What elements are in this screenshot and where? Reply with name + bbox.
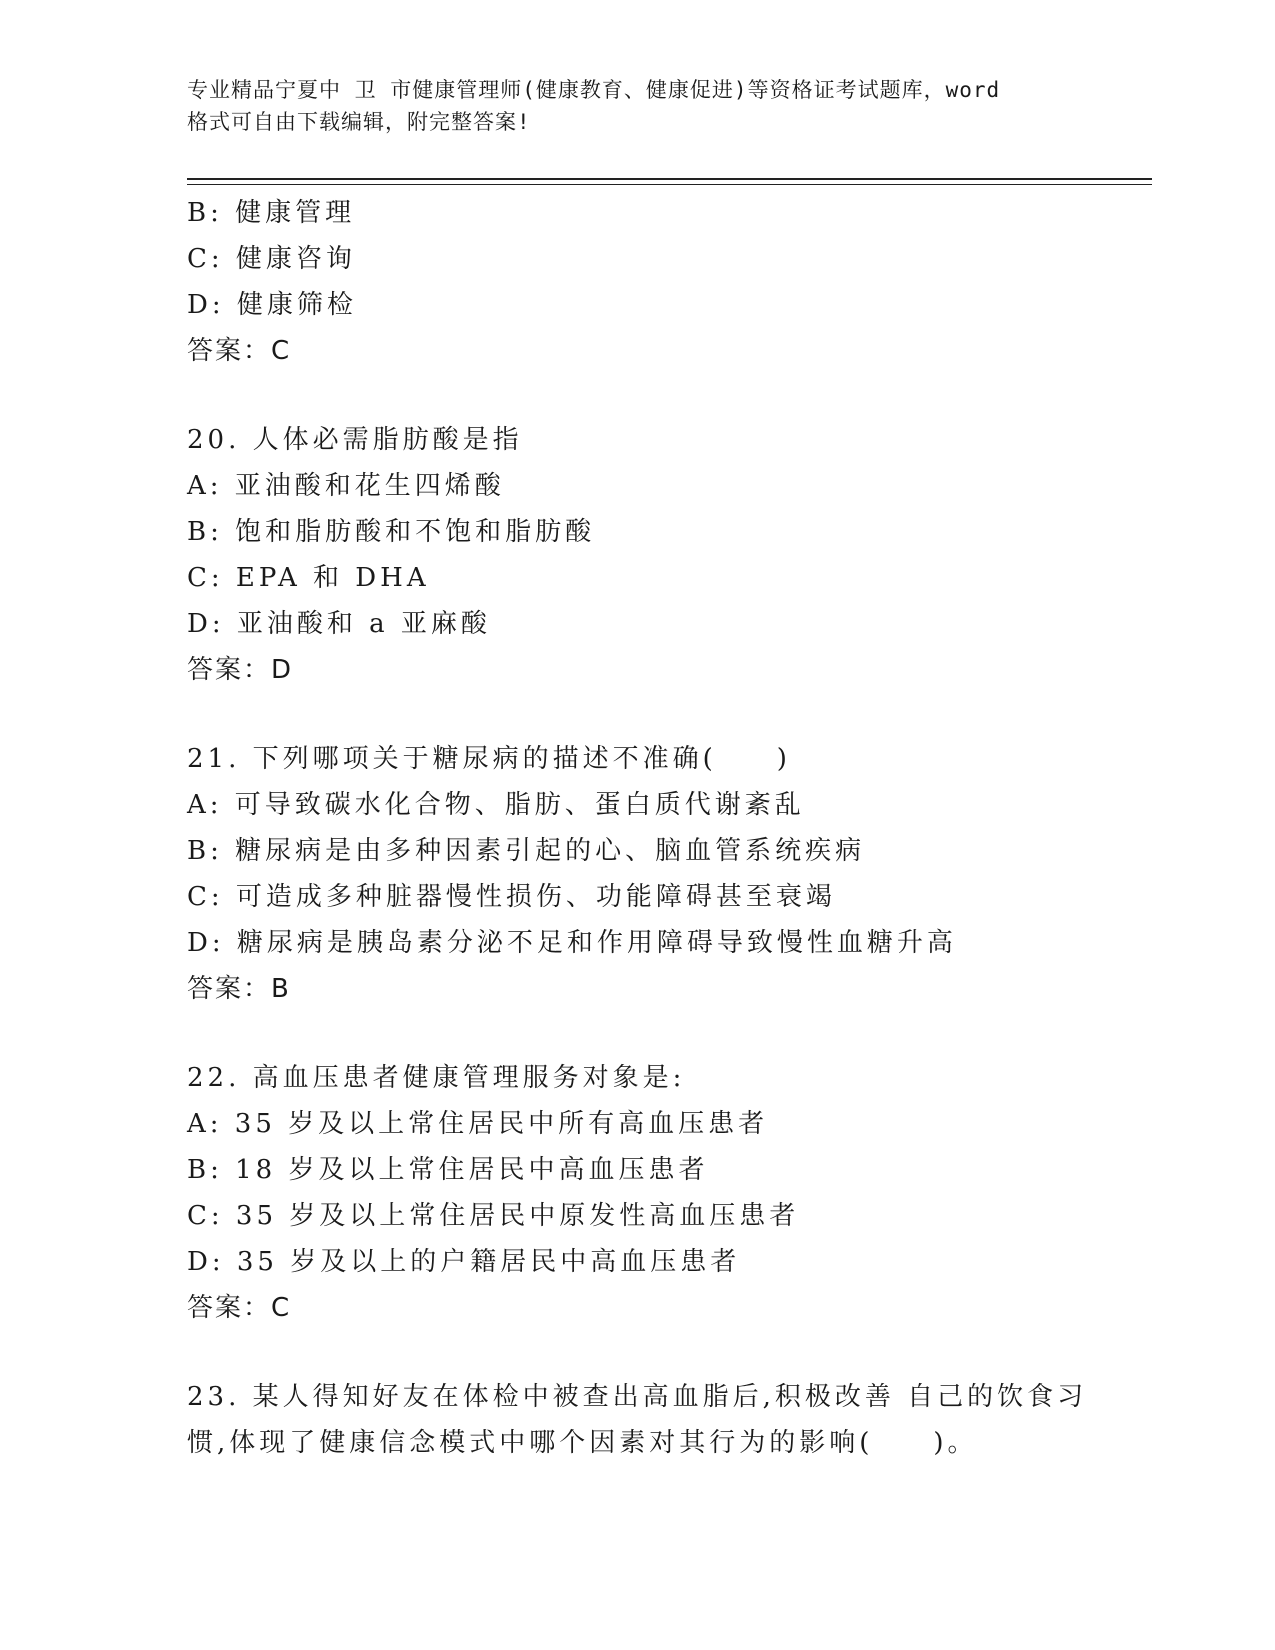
option-a: A: 可导致碳水化合物、脂肪、蛋白质代谢紊乱 (187, 790, 805, 820)
question-text: 20. 人体必需脂肪酸是指 (187, 425, 523, 455)
question-23 (187, 1374, 1127, 1466)
question-22 (187, 1055, 1127, 1331)
question-20 (187, 417, 1127, 693)
header-divider (187, 178, 1152, 185)
option-a: A: 亚油酸和花生四烯酸 (187, 471, 505, 501)
question-text-line-2: 惯,体现了健康信念模式中哪个因素对其行为的影响( )。 (187, 1428, 978, 1458)
option-d: D: 35 岁及以上的户籍居民中高血压患者 (187, 1247, 741, 1277)
answer: 答案：D (187, 655, 294, 685)
option-c: C: 可造成多种脏器慢性损伤、功能障碍甚至衰竭 (187, 882, 836, 912)
answer: 答案：C (187, 1293, 292, 1323)
question-list (187, 190, 1127, 1466)
question-19-tail (187, 190, 1127, 374)
question-text: 22. 高血压患者健康管理服务对象是: (187, 1063, 686, 1093)
header-line-1: 专业精品宁夏中 卫 市健康管理师(健康教育、健康促进)等资格证考试题库，word (187, 78, 1001, 102)
question-text-line-1: 23. 某人得知好友在体检中被查出高血脂后,积极改善 自己的饮食习 (187, 1382, 1088, 1412)
option-c: C: 35 岁及以上常住居民中原发性高血压患者 (187, 1201, 800, 1231)
header-line-2: 格式可自由下载编辑，附完整答案! (187, 110, 531, 134)
option-d: D: 糖尿病是胰岛素分泌不足和作用障碍导致慢性血糖升高 (187, 928, 957, 958)
option-c: C: EPA 和 DHA (187, 563, 430, 593)
question-21 (187, 736, 1127, 1012)
question-text: 21. 下列哪项关于糖尿病的描述不准确( ) (187, 744, 791, 774)
option-c: C: 健康咨询 (187, 244, 356, 274)
option-b: B: 健康管理 (187, 198, 356, 228)
option-b: B: 糖尿病是由多种因素引起的心、脑血管系统疾病 (187, 836, 866, 866)
answer: 答案：B (187, 974, 291, 1004)
option-b: B: 饱和脂肪酸和不饱和脂肪酸 (187, 517, 596, 547)
option-d: D: 亚油酸和 a 亚麻酸 (187, 609, 491, 639)
option-a: A: 35 岁及以上常住居民中所有高血压患者 (187, 1109, 769, 1139)
option-b: B: 18 岁及以上常住居民中高血压患者 (187, 1155, 709, 1185)
option-d: D: 健康筛检 (187, 290, 357, 320)
document-header (187, 74, 1087, 138)
answer: 答案：C (187, 336, 292, 366)
